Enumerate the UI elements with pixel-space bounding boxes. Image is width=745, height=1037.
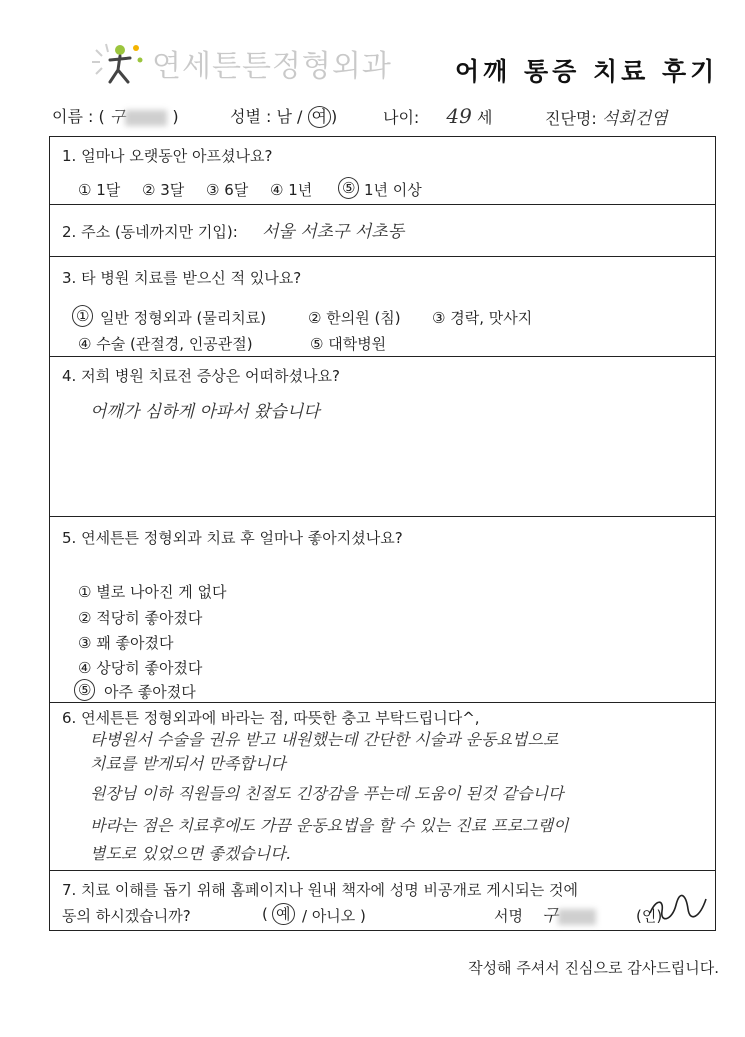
q6-question: 6. 연세튼튼 정형외과에 바라는 점, 따뜻한 충고 부탁드립니다^, xyxy=(62,709,480,727)
diagnosis-value: 석회건염 xyxy=(601,109,668,129)
q3-question: 3. 타 병원 치료를 받으신 적 있나요? xyxy=(62,269,302,287)
age-unit: 세 xyxy=(476,108,493,127)
q1-option-2: ② 3달 xyxy=(142,181,185,199)
q2-answer: 서울 서초구 서초동 xyxy=(262,222,405,242)
q1-option-5-selected: ⑤ xyxy=(338,177,359,199)
q6-answer-line-3: 원장님 이하 직원들의 친절도 긴장감을 푸는데 도움이 된것 같습니다 xyxy=(90,784,564,803)
q1-option-4: ④ 1년 xyxy=(270,181,313,199)
q1-option-1: ① 1달 xyxy=(78,181,121,199)
q7-sign-suffix: (인) xyxy=(636,907,663,925)
q3-row xyxy=(50,257,715,357)
q1-option-3: ③ 6달 xyxy=(206,181,249,199)
q5-option-1: ① 별로 나아진 게 없다 xyxy=(78,583,227,601)
q5-option-2: ② 적당히 좋아졌다 xyxy=(78,609,203,627)
name-redaction xyxy=(125,110,167,126)
q1-row xyxy=(50,137,715,205)
survey-form xyxy=(49,136,716,931)
logo-figure-icon xyxy=(88,40,148,86)
q4-question: 4. 저희 병원 치료전 증상은 어떠하셨나요? xyxy=(62,367,340,385)
q4-row xyxy=(50,357,715,517)
age-value: 49 xyxy=(446,104,472,128)
q6-answer-line-4: 바라는 점은 치료후에도 가끔 운동요법을 할 수 있는 진료 프로그램이 xyxy=(90,816,569,835)
q6-answer-line-5: 별도로 있었으면 좋겠습니다. xyxy=(90,844,291,863)
q2-question: 2. 주소 (동네까지만 기입): xyxy=(62,223,238,241)
q3-option-2: ② 한의원 (침) xyxy=(308,309,401,327)
q5-question: 5. 연세튼튼 정형외과 치료 후 얼마나 좋아지셨나요? xyxy=(62,529,403,547)
q7-consent-no: / 아니오 ) xyxy=(302,907,366,925)
q7-sign-name-text: 구 xyxy=(542,906,559,926)
age-label: 나이: xyxy=(383,108,420,127)
diagnosis-label: 진단명: xyxy=(545,109,597,128)
q3-option-1-selected: ① xyxy=(72,305,93,327)
clinic-logo xyxy=(88,38,418,88)
name-field xyxy=(52,104,179,127)
q7-question-line-1: 7. 치료 이해를 돕기 위해 홈페이지나 원내 책자에 성명 비공개로 게시되는 것에 xyxy=(62,881,578,899)
q5-option-5-selected: ⑤ xyxy=(74,679,95,701)
q3-option-3: ③ 경락, 맛사지 xyxy=(432,309,533,327)
q7-question-line-2: 동의 하시겠습니까? xyxy=(62,907,191,925)
q5-option-3: ③ 꽤 좋아졌다 xyxy=(78,634,174,652)
gender-label: 성별 : 남 / xyxy=(230,107,303,126)
age-field xyxy=(383,104,492,128)
form-title: 어깨 통증 치료 후기 xyxy=(455,57,719,86)
q4-answer: 어깨가 심하게 아파서 왔습니다 xyxy=(90,402,320,422)
name-value: 구 xyxy=(109,107,126,126)
gender-selected: 여 xyxy=(308,106,331,128)
q6-row xyxy=(50,703,715,871)
diagnosis-field xyxy=(545,104,668,129)
q5-row xyxy=(50,517,715,703)
q7-sign-name xyxy=(542,901,596,926)
q7-consent-yes-selected: 예 xyxy=(272,903,295,925)
q7-consent-open: ( xyxy=(262,905,268,923)
q7-sign-label: 서명 xyxy=(494,907,523,925)
name-label: 이름 : ( xyxy=(52,107,105,126)
q7-row xyxy=(50,871,715,932)
q5-option-4: ④ 상당히 좋아졌다 xyxy=(78,659,203,677)
gender-close: ) xyxy=(330,107,338,126)
q5-option-5-label: 아주 좋아졌다 xyxy=(104,683,196,701)
q6-answer-line-1: 타병원서 수술을 권유 받고 내원했는데 간단한 시술과 운동요법으로 xyxy=(90,730,559,749)
logo-text: 연세튼튼정형외과 xyxy=(152,49,392,84)
q6-answer-line-2: 치료를 받게되서 만족합니다 xyxy=(90,754,286,773)
footer-thanks: 작성해 주셔서 진심으로 감사드립니다. xyxy=(468,959,719,977)
q2-row xyxy=(50,205,715,257)
name-close: ) xyxy=(172,107,179,126)
q1-question: 1. 얼마나 오랫동안 아프셨나요? xyxy=(62,147,273,165)
q7-sign-redaction xyxy=(558,909,596,925)
q3-option-4: ④ 수술 (관절경, 인공관절) xyxy=(78,335,253,353)
signature-scribble-icon xyxy=(646,891,710,925)
gender-field xyxy=(230,104,337,128)
q3-option-5: ⑤ 대학병원 xyxy=(310,335,387,353)
q1-option-5-label: 1년 이상 xyxy=(364,181,422,199)
q3-option-1-label: 일반 정형외과 (물리치료) xyxy=(100,309,267,327)
